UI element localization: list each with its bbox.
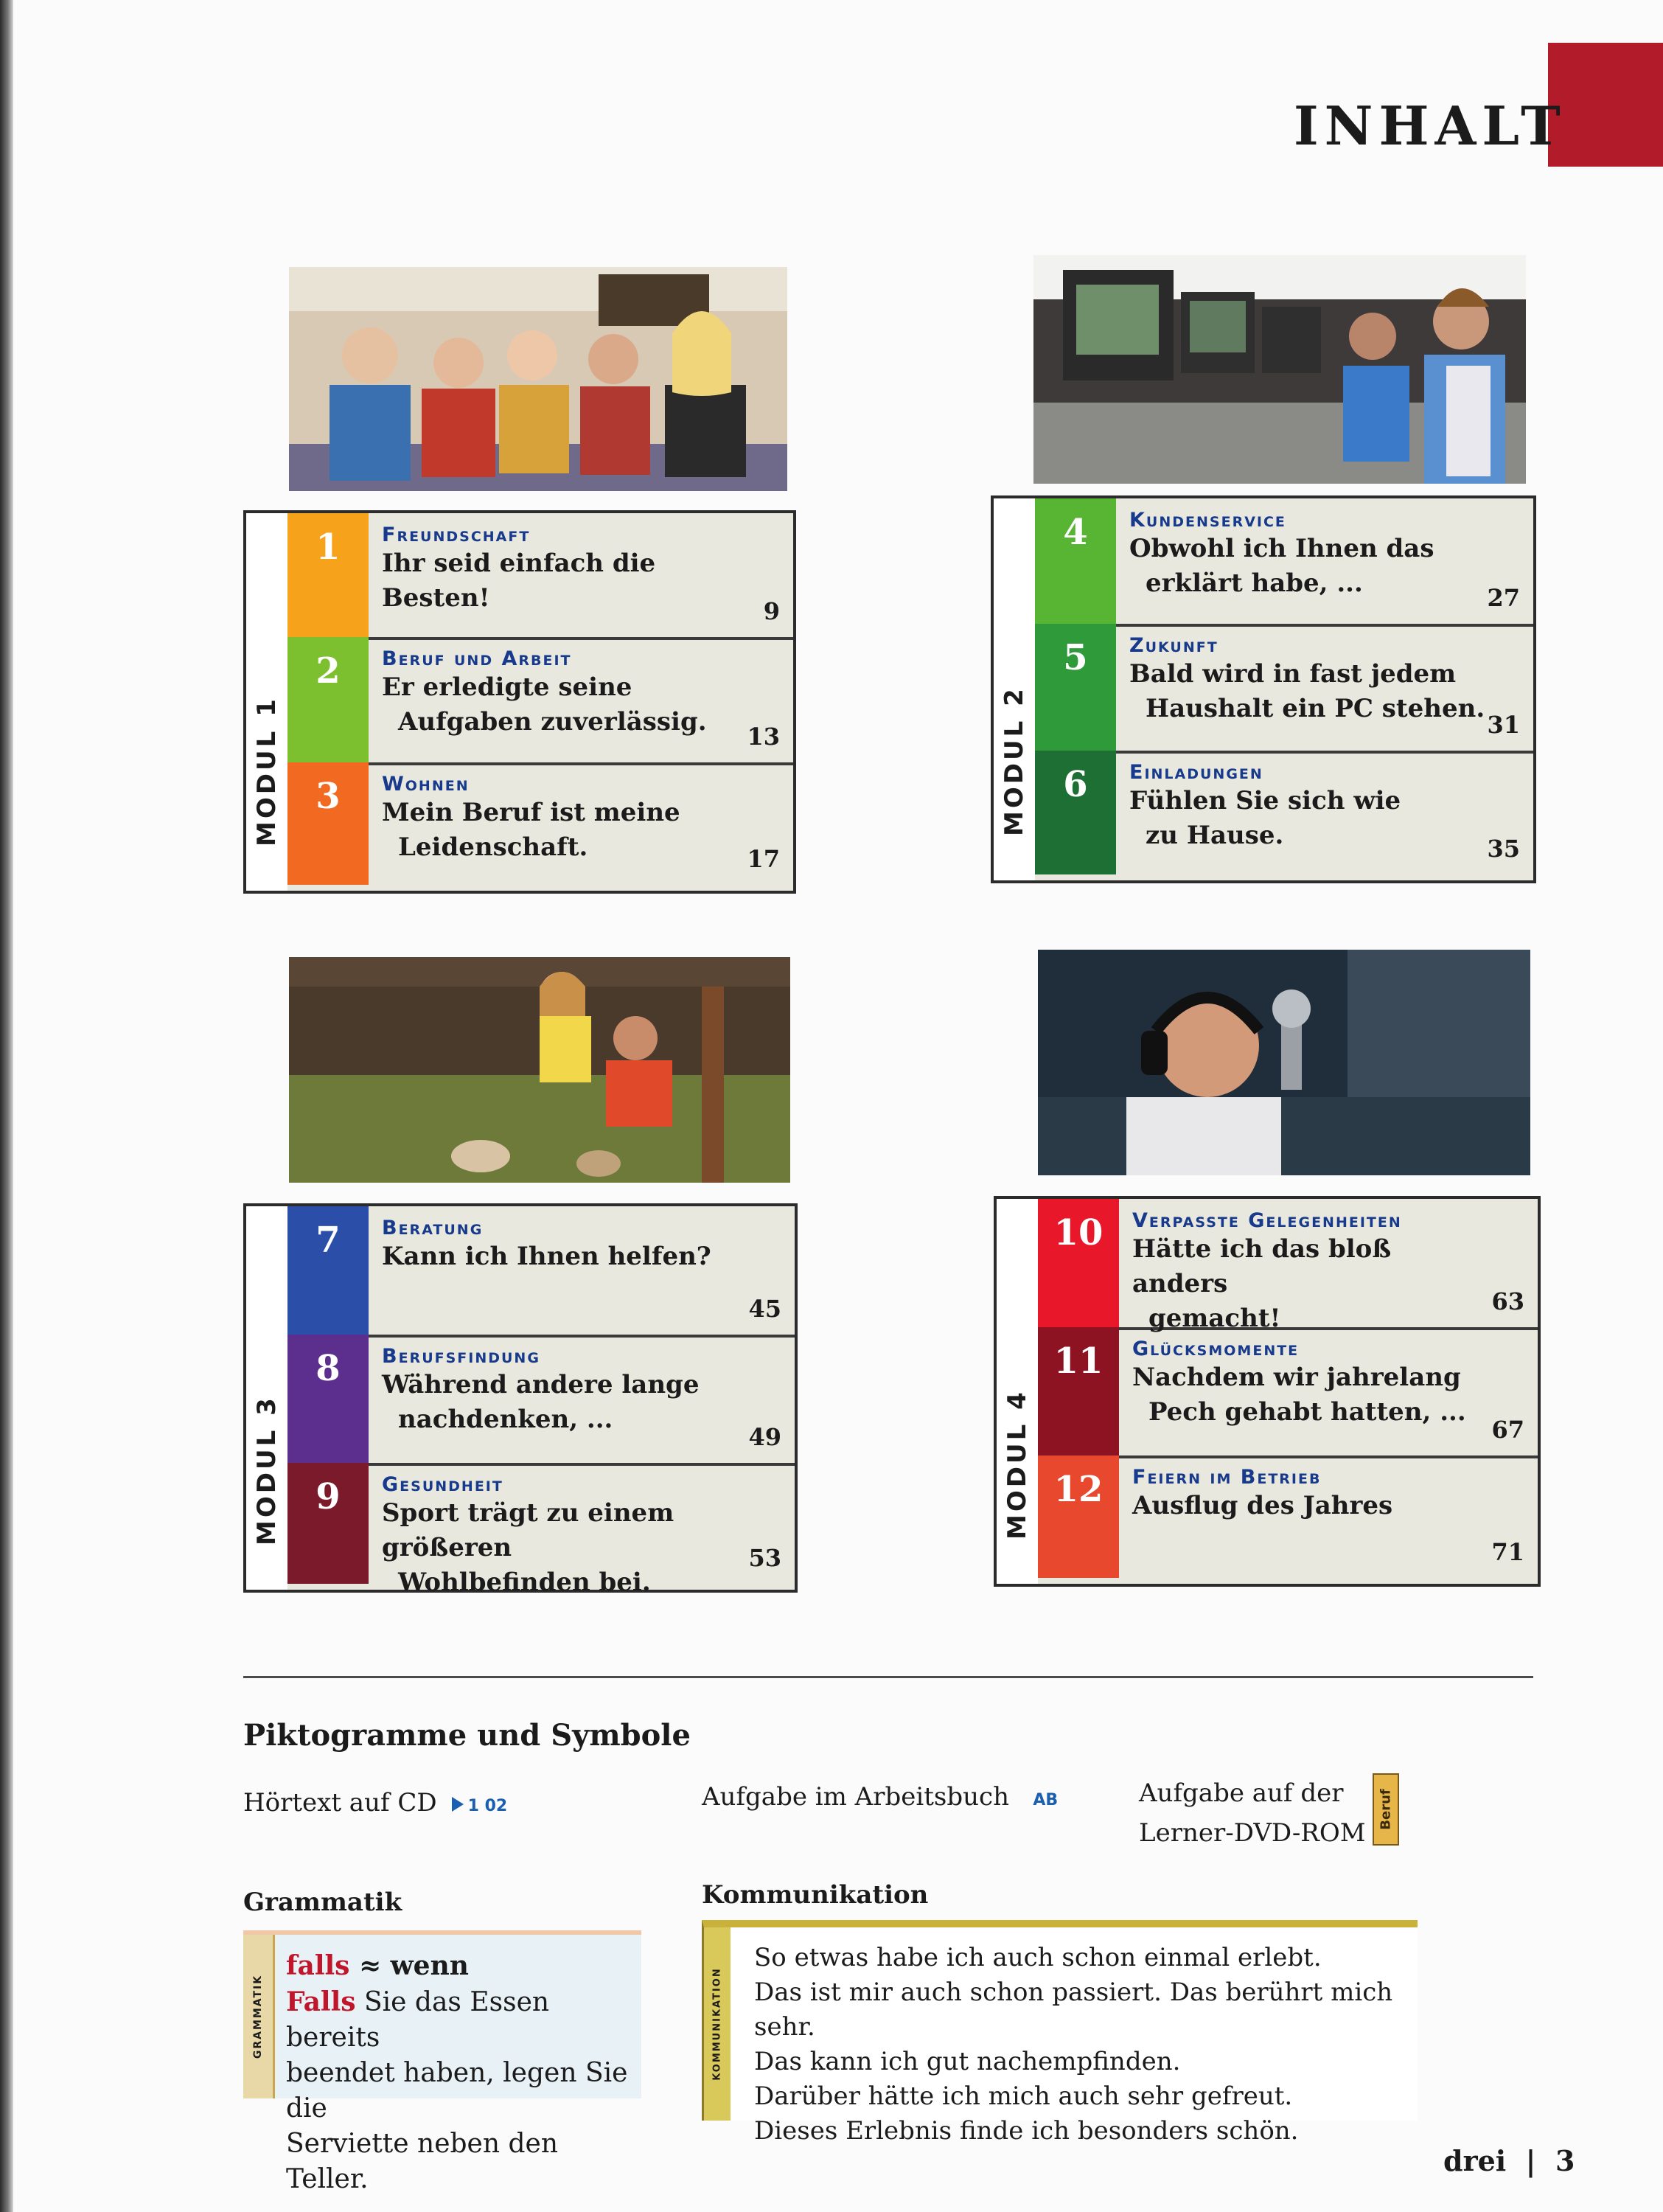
chapter-title: Gesundheit [382,1473,503,1496]
chapter-9[interactable] [287,1463,795,1597]
chapter-page: 9 [763,597,780,625]
chapter-subtitle: Mein Beruf ist meine Leidenschaft. [382,798,680,862]
kommunikation-line: Das kann ich gut nachempfinden. [754,2047,1181,2076]
chapter-number: 9 [287,1463,369,1584]
chapter-number: 4 [1035,498,1116,624]
legend-hoertext: Hörtext auf CD 1 02 [243,1788,508,1818]
chapter-subtitle: Bald wird in fast jedem Haushalt ein PC stehen. [1129,659,1485,723]
chapter-title: Beruf und Arbeit [382,647,572,670]
chapter-title: Feiern im Betrieb [1132,1466,1322,1489]
chapter-subtitle: Ausflug des Jahres [1132,1491,1393,1520]
chapter-subtitle: Obwohl ich Ihnen das erklärt habe, ... [1129,534,1434,598]
chapter-number: 5 [1035,624,1116,751]
chapter-title: Freundschaft [382,524,531,546]
chapter-subtitle: Kann ich Ihnen helfen? [382,1242,711,1271]
chapter-subtitle: Ihr seid einfach die Besten! [382,549,656,613]
chapter-12[interactable] [1038,1455,1538,1578]
modul-4-label: MODUL 4 [997,1199,1038,1584]
legend-dvd: Aufgabe auf der Lerner-DVD-ROM [1139,1778,1366,1848]
modul-4-box [994,1196,1541,1587]
legend-arbeitsbuch: Aufgabe im Arbeitsbuch AB [702,1782,1059,1812]
chapter-5[interactable] [1035,624,1533,754]
chapter-page: 17 [747,845,780,873]
chapter-page: 63 [1491,1287,1524,1315]
modul-1-label: MODUL 1 [246,513,287,891]
chapter-page: 71 [1491,1538,1524,1566]
chapter-number: 12 [1038,1455,1119,1578]
chapter-subtitle: Hätte ich das bloß anders gemacht! [1132,1234,1392,1333]
chapter-title: Beratung [382,1217,484,1239]
modul-1-box [243,510,796,894]
chapter-3[interactable] [287,762,793,885]
kommunikation-strip: KOMMUNIKATION [704,1927,731,2121]
chapter-1[interactable] [287,513,793,640]
grammatik-strip: GRAMMATIK [243,1935,275,2098]
kommunikation-line: Das ist mir auch schon passiert. Das berührt mich sehr. [754,1978,1393,2042]
chapter-6[interactable] [1035,751,1533,874]
grammatik-heading: Grammatik [243,1888,402,1917]
page-number: 3 [1555,2144,1575,2177]
ab-icon: AB [1033,1791,1059,1809]
modul-2-label: MODUL 2 [994,498,1035,880]
chapter-page: 13 [747,723,780,751]
chapter-4[interactable] [1035,498,1533,627]
chapter-page: 53 [748,1544,781,1572]
legend-heading: Piktogramme und Symbole [243,1718,691,1753]
chapter-subtitle: Nachdem wir jahrelang Pech gehabt hatten, ... [1132,1363,1466,1427]
family-photo [289,267,787,491]
chapter-number: 2 [287,637,369,762]
chapter-number: 7 [287,1206,369,1335]
grammatik-box: GRAMMATIK falls ≈ wenn Falls Sie das Essen bereits beendet haben, legen Sie die Serviette neben den Teller. [243,1930,641,2098]
chapter-title: Berufsfindung [382,1345,540,1368]
page-footer: drei | 3 [1443,2144,1575,2177]
kommunikation-heading: Kommunikation [702,1880,929,1910]
chapter-number: 6 [1035,751,1116,874]
chapter-number: 1 [287,513,369,637]
chapter-number: 3 [287,762,369,885]
chapter-title: Einladungen [1129,761,1263,784]
chapter-page: 45 [748,1295,781,1323]
play-icon [452,1797,464,1812]
radio-host-photo [1038,950,1530,1175]
chapter-title: Verpasste Gelegenheiten [1132,1209,1402,1232]
computers-photo [1033,255,1526,484]
chapter-page: 35 [1487,835,1520,863]
cd-track-code: 1 02 [467,1797,508,1815]
chapter-subtitle: Sport trägt zu einem größeren Wohlbefinden bei. [382,1498,674,1597]
chapter-11[interactable] [1038,1327,1538,1458]
chapter-page: 49 [748,1423,781,1451]
chapter-2[interactable] [287,637,793,765]
chapter-subtitle: Fühlen Sie sich wie zu Hause. [1129,786,1401,850]
chapter-number: 8 [287,1335,369,1463]
modul-2-box [991,495,1536,883]
chapter-title: Zukunft [1129,634,1219,657]
kommunikation-box [702,1920,1418,2146]
chapter-7[interactable] [287,1206,795,1338]
kommunikation-line: Darüber hätte ich mich auch sehr gefreut. [754,2081,1293,2111]
chapter-page: 31 [1487,711,1520,739]
kommunikation-line: So etwas habe ich auch schon einmal erlebt. [754,1943,1322,1972]
chapter-number: 10 [1038,1199,1119,1327]
chapter-8[interactable] [287,1335,795,1466]
chapter-title: Wohnen [382,773,470,796]
chapter-10[interactable] [1038,1199,1538,1333]
chapter-number: 11 [1038,1327,1119,1455]
chapter-title: Glücksmomente [1132,1338,1300,1360]
kommunikation-line: Dieses Erlebnis finde ich besonders schön. [754,2116,1299,2146]
children-rabbits-photo [289,957,790,1183]
modul-3-label: MODUL 3 [246,1206,287,1590]
chapter-page: 27 [1487,584,1520,612]
page-spine-shadow [0,0,13,2212]
divider-rule [243,1676,1533,1678]
page-title: INHALT [1294,94,1566,157]
chapter-page: 67 [1491,1416,1524,1444]
chapter-subtitle: Er erledigte seine Aufgaben zuverlässig. [382,672,707,737]
modul-3-box [243,1203,798,1597]
chapter-title: Kundenservice [1129,509,1286,532]
dvd-rom-icon: Beruf [1373,1773,1399,1846]
chapter-subtitle: Während andere lange nachdenken, ... [382,1370,700,1434]
